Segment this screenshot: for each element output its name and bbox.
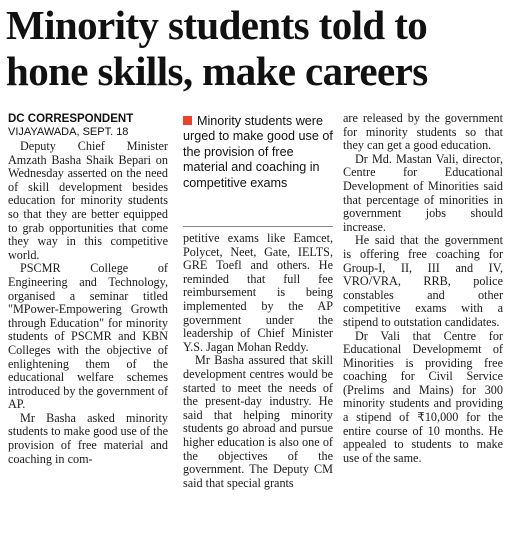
pull-quote-text: Minority students were urged to make good use of the provision of free material and coaching in competitive exams <box>183 114 333 190</box>
article-column-3 <box>343 112 503 465</box>
pull-quote <box>183 114 333 191</box>
square-bullet-icon <box>183 116 192 125</box>
paragraph: are released by the government for minority students so that they can get a good education. <box>343 111 503 153</box>
paragraph: Mr Basha assured that skill development centres would be started to meet the needs of the present-day industry. He said that helping minority students go abroad and pursue higher education is also one of the objectives of the government. The Deputy CM said that special grants <box>183 353 333 490</box>
article-column-1 <box>8 140 168 466</box>
article-column-2 <box>183 232 333 490</box>
headline-line-1: Minority students told to <box>6 2 428 48</box>
headline-line-2: hone skills, make careers <box>6 48 428 94</box>
paragraph: He said that the government is offering free coaching for Group-I, II, III and IV, VRO/VRA, RRB, police constables and other competitive exams with a stipend to outstation candidates. <box>343 233 503 329</box>
paragraph: Deputy Chief Minister Amzath Basha Shaik Bepari on Wednesday asserted on the need of skill development besides education for minority students so that they are better equipped to grab opportunities that come they way in this competitive world. <box>8 139 168 262</box>
paragraph: Dr Vali that Centre for Educational Developmemt of Minorities is providing free coaching for Civil Service (Prelims and Mains) for 300 minority students and providing a stipend of ₹10,000 for the entire course of 10 months. He appealed to students to make use of the same. <box>343 328 503 465</box>
paragraph: Mr Basha asked minority students to make good use of the provision of free material and coaching in com- <box>8 410 168 466</box>
paragraph: petitive exams like Eamcet, Polycet, Neet, Gate, IELTS, GRE Toefl and others. He reminded that full fee reimbursement is being implemented by the AP government under the leadership of Chief Minister Y.S. Jagan Mohan Reddy. <box>183 231 333 354</box>
headline <box>6 2 504 94</box>
paragraph: Dr Md. Mastan Vali, director, Centre for Educational Development of Minorities said that percentage of minorities in government jobs should increase. <box>343 151 503 234</box>
paragraph: PSCMR College of Engineering and Technology, organised a seminar titled "MPower-Empowering Growth through Education" for minority students of PSCMR and KBN Colleges with the objective of enlightening them of the educational welfare schemes introduced by the government of AP. <box>8 261 168 412</box>
divider <box>183 226 333 227</box>
dateline: VIJAYAWADA, SEPT. 18 <box>8 126 129 138</box>
byline: DC CORRESPONDENT <box>8 113 134 125</box>
